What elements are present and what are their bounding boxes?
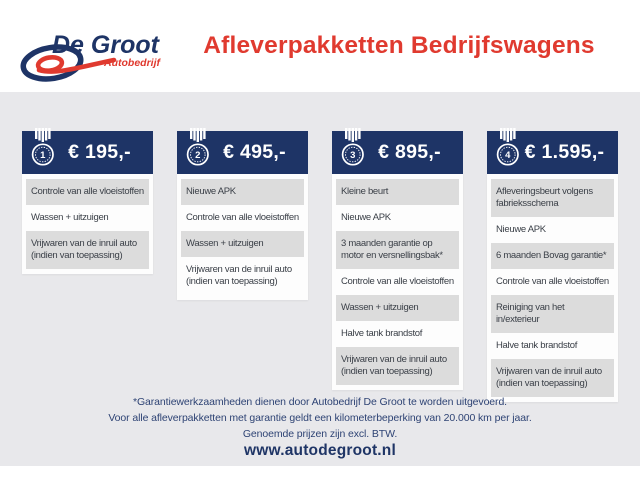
package-number: 2: [195, 150, 201, 161]
footer-note-line: Genoemde prijzen zijn excl. BTW.: [242, 428, 398, 440]
package-number: 1: [40, 150, 46, 161]
packages-row: [22, 131, 618, 402]
package-item: Reiniging van het in/exterieur: [491, 295, 614, 333]
website-link[interactable]: www.autodegroot.nl: [244, 442, 396, 459]
package-column: [177, 131, 308, 300]
medal-icon: [183, 128, 211, 170]
package-item: Controle van alle vloeistoffen: [26, 179, 149, 205]
package-item: Halve tank brandstof: [341, 328, 423, 339]
package-item: Vrijwaren van de inruil auto (indien van toepassing): [26, 231, 149, 269]
package-item: Nieuwe APK: [181, 179, 304, 205]
package-item: 3 maanden garantie op motor en versnellingsbak*: [336, 231, 459, 269]
package-items: [332, 174, 463, 390]
package-item: Nieuwe APK: [341, 212, 391, 223]
package-item: Controle van alle vloeistoffen: [341, 276, 454, 287]
package-item: Vrijwaren van de inruil auto (indien van toepassing): [336, 347, 459, 385]
package-column: [332, 131, 463, 390]
package-items: [177, 174, 308, 300]
package-item: Controle van alle vloeistoffen: [496, 276, 609, 287]
package-header: [22, 131, 153, 174]
header-band: [0, 0, 640, 92]
package-item: Halve tank brandstof: [496, 340, 578, 351]
package-item: 6 maanden Bovag garantie*: [491, 243, 614, 269]
package-item: Vrijwaren van de inruil auto (indien van toepassing): [491, 359, 614, 397]
medal-icon: [28, 128, 56, 170]
package-column: [487, 131, 618, 402]
de-groot-logo: [18, 22, 166, 88]
footer-note-line: Voor alle afleverpakketten met garantie geldt een kilometerbeperking van 20.000 km per jaar.: [108, 412, 532, 424]
package-number: 3: [350, 150, 356, 161]
package-header: [487, 131, 618, 174]
package-items: [22, 174, 153, 274]
package-header: [332, 131, 463, 174]
package-item: Afleveringsbeurt volgens fabrieksschema: [491, 179, 614, 217]
package-item: Wassen + uitzuigen: [336, 295, 459, 321]
logo-text: De Groot: [52, 31, 159, 59]
package-item: Wassen + uitzuigen: [31, 212, 109, 223]
page-title: Afleverpakketten Bedrijfswagens: [203, 32, 595, 59]
package-column: [22, 131, 153, 274]
medal-icon: [338, 128, 366, 170]
package-item: Vrijwaren van de inruil auto (indien van toepassing): [186, 264, 292, 287]
medal-icon: [493, 128, 521, 170]
package-header: [177, 131, 308, 174]
bottom-strip: [0, 466, 640, 480]
package-price: € 895,-: [378, 141, 441, 163]
package-item: Controle van alle vloeistoffen: [186, 212, 299, 223]
package-items: [487, 174, 618, 402]
package-item: Wassen + uitzuigen: [181, 231, 304, 257]
package-price: € 195,-: [68, 141, 131, 163]
package-item: Nieuwe APK: [496, 224, 546, 235]
package-price: € 1.595,-: [524, 141, 605, 163]
footer-note-line: *Garantiewerkzaamheden dienen door Autobedrijf De Groot te worden uitgevoerd.: [132, 396, 508, 408]
package-item: Kleine beurt: [336, 179, 459, 205]
package-price: € 495,-: [223, 141, 286, 163]
logo-subtext: Autobedrijf: [104, 57, 160, 69]
de-groot-logo-icon: [18, 22, 166, 88]
footer-notes: [0, 394, 640, 442]
package-number: 4: [505, 150, 511, 161]
